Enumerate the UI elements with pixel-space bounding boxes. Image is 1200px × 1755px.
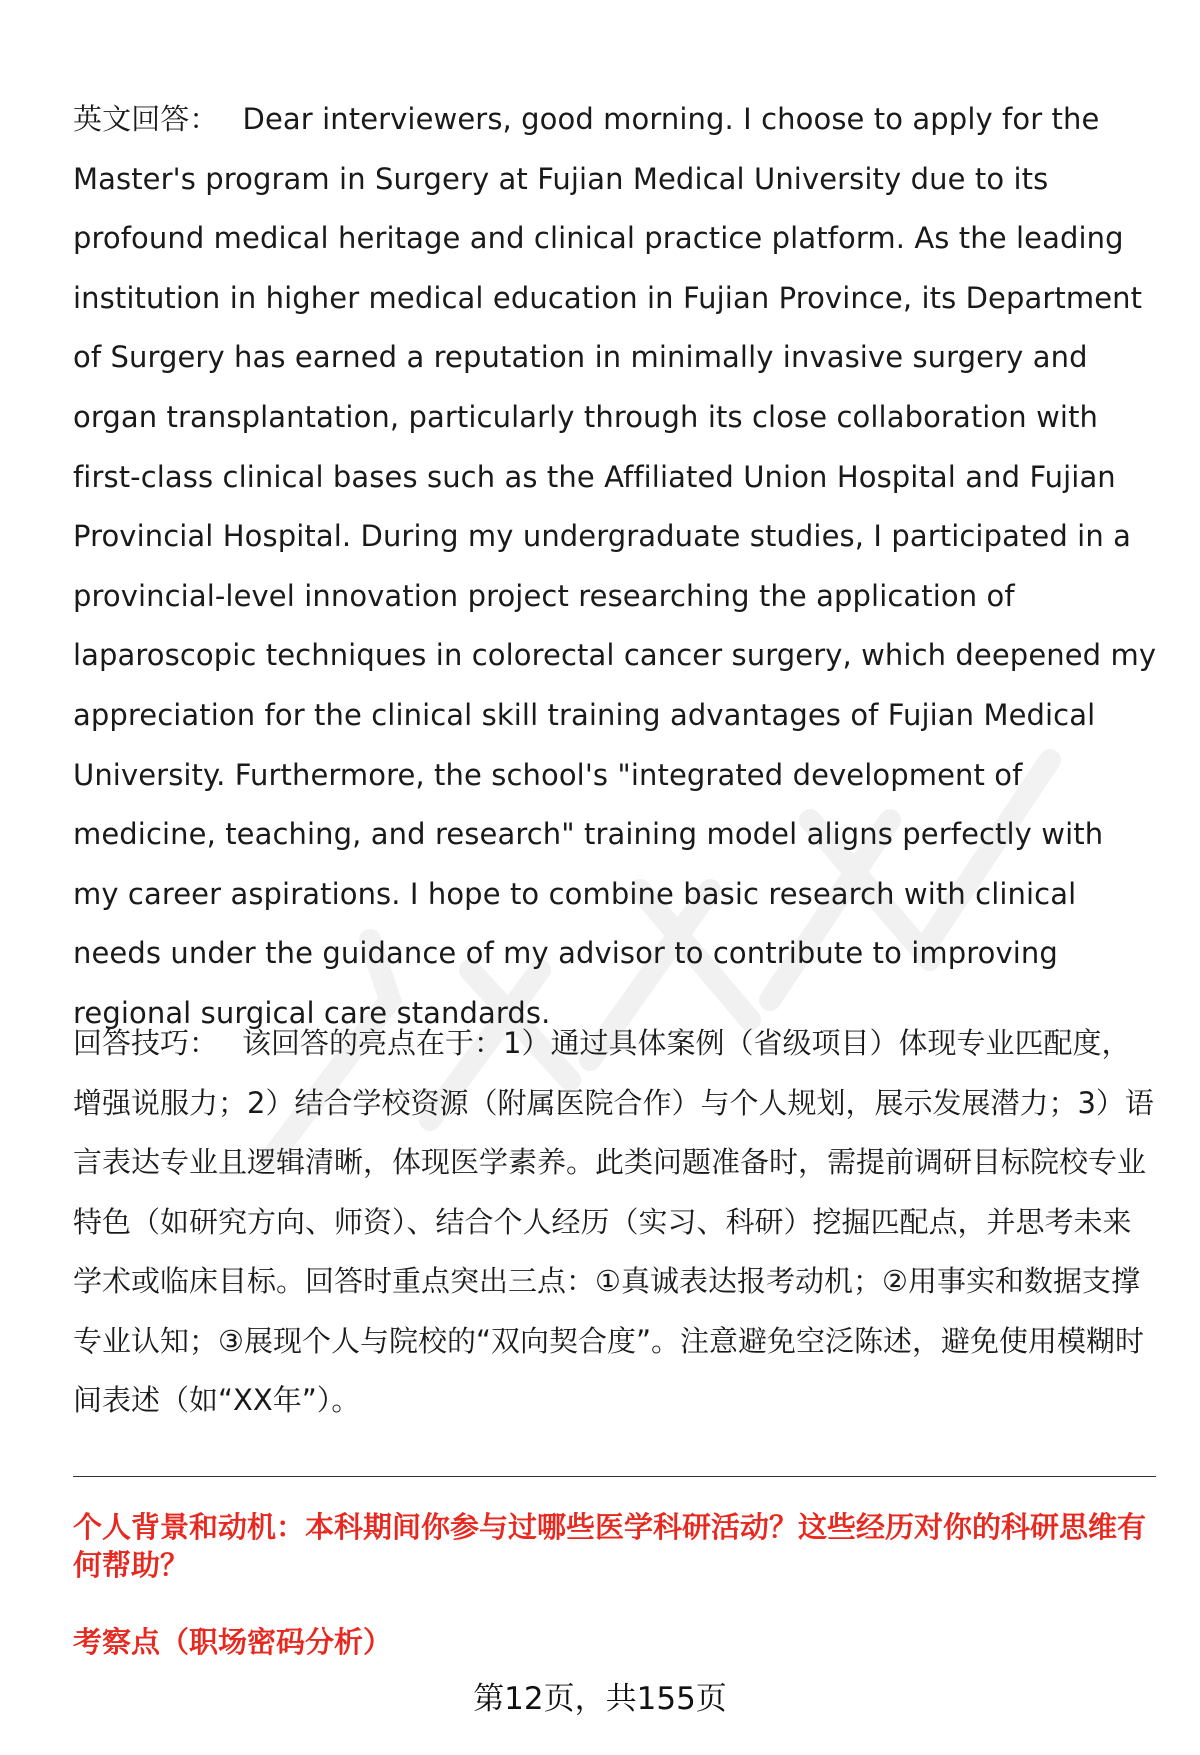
answer-tips-paragraph (73, 1014, 1158, 1431)
next-question-heading: 个人背景和动机：本科期间你参与过哪些医学科研活动？这些经历对你的科研思维有何帮助？ (73, 1510, 1147, 1582)
answer-tips-label: 回答技巧： (73, 1026, 219, 1060)
assessment-points-heading: 考察点（职场密码分析） (73, 1625, 393, 1659)
section-divider (73, 1476, 1156, 1477)
english-answer-text: Dear interviewers, good morning. I choose to apply for the Master's program in Surgery at Fujian Medical University due to its profound medical heritage and clinical practice platform. As the leading institution in higher medical education in Fujian Province, its Department of Surgery has earned a reputation in minimally invasive surgery and organ transplantation, particularly through its close collaboration with first-class clinical bases such as the Affiliated Union Hospital and Fujian Provincial Hospital. During my undergraduate studies, I participated in a provincial-level innovation project researching the application of laparoscopic techniques in colorectal cancer surgery, which deepened my appreciation for the clinical skill training advantages of Fujian Medical University. Furthermore, the school's "integrated development of medicine, teaching, and research" training model aligns perfectly with my career aspirations. I hope to combine basic research with clinical needs under the guidance of my advisor to contribute to improving regional surgical care standards. (73, 102, 1157, 1030)
english-answer-paragraph (73, 90, 1158, 1044)
answer-tips-text: 该回答的亮点在于：1）通过具体案例（省级项目）体现专业匹配度，增强说服力；2）结合学校资源（附属医院合作）与个人规划，展示发展潜力；3）语言表达专业且逻辑清晰，体现医学素养。此类问题准备时，需提前调研目标院校专业特色（如研究方向、师资）、结合个人经历（实习、科研）挖掘匹配点，并思考未来学术或临床目标。回答时重点突出三点：①真诚表达报考动机；②用事实和数据支撑专业认知；③展现个人与院校的“双向契合度”。注意避免空泛陈述，避免使用模糊时间表述（如“XX年”）。 (73, 1026, 1154, 1417)
english-answer-label: 英文回答： (73, 102, 219, 136)
page-number-footer: 第12页，共155页 (473, 1681, 727, 1717)
